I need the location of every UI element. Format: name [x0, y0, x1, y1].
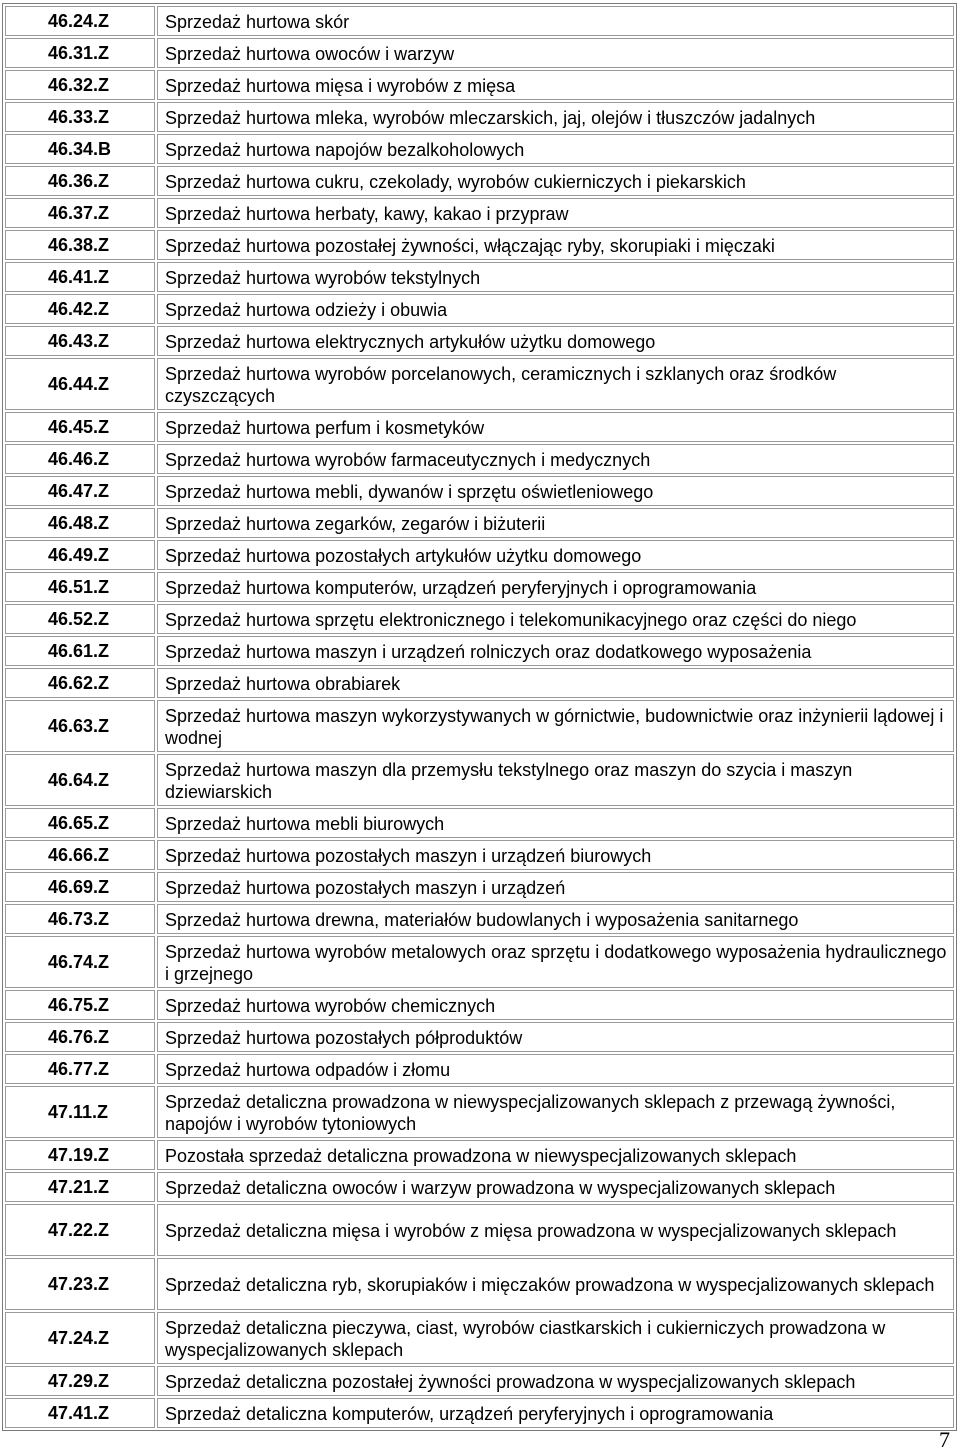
pkd-code-table	[2, 3, 957, 1431]
pkd-code-table-body	[5, 6, 954, 1428]
pkd-description-cell: Sprzedaż detaliczna mięsa i wyrobów z mięsa prowadzona w wyspecjalizowanych sklepach	[157, 1204, 954, 1256]
pkd-description-cell: Sprzedaż detaliczna owoców i warzyw prowadzona w wyspecjalizowanych sklepach	[157, 1172, 954, 1202]
table-row	[5, 840, 954, 870]
table-row	[5, 1258, 954, 1310]
table-row	[5, 872, 954, 902]
table-row	[5, 294, 954, 324]
pkd-code-cell: 46.64.Z	[5, 754, 155, 806]
pkd-code-cell: 46.51.Z	[5, 572, 155, 602]
table-row	[5, 636, 954, 666]
pkd-code-cell: 46.77.Z	[5, 1054, 155, 1084]
pkd-description-cell: Sprzedaż hurtowa mleka, wyrobów mleczarskich, jaj, olejów i tłuszczów jadalnych	[157, 102, 954, 132]
pkd-code-cell: 46.34.B	[5, 134, 155, 164]
pkd-description-cell: Sprzedaż hurtowa perfum i kosmetyków	[157, 412, 954, 442]
pkd-code-cell: 47.21.Z	[5, 1172, 155, 1202]
table-row	[5, 700, 954, 752]
table-row	[5, 6, 954, 36]
pkd-code-cell: 46.74.Z	[5, 936, 155, 988]
table-row	[5, 134, 954, 164]
table-row	[5, 1022, 954, 1052]
table-row	[5, 70, 954, 100]
table-row	[5, 198, 954, 228]
table-row	[5, 412, 954, 442]
pkd-description-cell: Sprzedaż hurtowa maszyn dla przemysłu tekstylnego oraz maszyn do szycia i maszyn dziewiarskich	[157, 754, 954, 806]
table-row	[5, 508, 954, 538]
table-row	[5, 444, 954, 474]
pkd-description-cell: Sprzedaż hurtowa wyrobów chemicznych	[157, 990, 954, 1020]
pkd-description-cell: Sprzedaż hurtowa wyrobów farmaceutycznych i medycznych	[157, 444, 954, 474]
table-row	[5, 102, 954, 132]
pkd-description-cell: Sprzedaż hurtowa odpadów i złomu	[157, 1054, 954, 1084]
pkd-description-cell: Sprzedaż hurtowa wyrobów tekstylnych	[157, 262, 954, 292]
pkd-description-cell: Sprzedaż hurtowa sprzętu elektronicznego i telekomunikacyjnego oraz części do niego	[157, 604, 954, 634]
table-row	[5, 326, 954, 356]
table-row	[5, 1366, 954, 1396]
table-row	[5, 1172, 954, 1202]
table-row	[5, 668, 954, 698]
pkd-description-cell: Sprzedaż hurtowa pozostałej żywności, włączając ryby, skorupiaki i mięczaki	[157, 230, 954, 260]
pkd-description-cell: Sprzedaż detaliczna komputerów, urządzeń peryferyjnych i oprogramowania	[157, 1398, 954, 1428]
table-row	[5, 1140, 954, 1170]
table-row	[5, 754, 954, 806]
table-row	[5, 808, 954, 838]
table-row	[5, 1312, 954, 1364]
pkd-description-cell: Sprzedaż hurtowa cukru, czekolady, wyrobów cukierniczych i piekarskich	[157, 166, 954, 196]
table-row	[5, 38, 954, 68]
pkd-description-cell: Sprzedaż hurtowa pozostałych półproduktów	[157, 1022, 954, 1052]
pkd-description-cell: Sprzedaż hurtowa wyrobów metalowych oraz sprzętu i dodatkowego wyposażenia hydraulicznego i grzejnego	[157, 936, 954, 988]
pkd-code-cell: 46.65.Z	[5, 808, 155, 838]
pkd-description-cell: Sprzedaż hurtowa wyrobów porcelanowych, ceramicznych i szklanych oraz środków czyszczących	[157, 358, 954, 410]
pkd-description-cell: Sprzedaż hurtowa skór	[157, 6, 954, 36]
pkd-description-cell: Sprzedaż hurtowa drewna, materiałów budowlanych i wyposażenia sanitarnego	[157, 904, 954, 934]
pkd-code-cell: 46.37.Z	[5, 198, 155, 228]
table-row	[5, 990, 954, 1020]
pkd-code-cell: 46.61.Z	[5, 636, 155, 666]
pkd-description-cell: Sprzedaż hurtowa pozostałych artykułów użytku domowego	[157, 540, 954, 570]
pkd-code-cell: 46.42.Z	[5, 294, 155, 324]
pkd-code-cell: 47.41.Z	[5, 1398, 155, 1428]
pkd-description-cell: Sprzedaż detaliczna pozostałej żywności prowadzona w wyspecjalizowanych sklepach	[157, 1366, 954, 1396]
pkd-code-table-wrapper	[2, 3, 957, 1431]
pkd-code-cell: 47.19.Z	[5, 1140, 155, 1170]
pkd-description-cell: Sprzedaż hurtowa pozostałych maszyn i urządzeń	[157, 872, 954, 902]
table-row	[5, 358, 954, 410]
pkd-code-cell: 46.66.Z	[5, 840, 155, 870]
pkd-code-cell: 46.52.Z	[5, 604, 155, 634]
pkd-code-cell: 46.24.Z	[5, 6, 155, 36]
pkd-code-cell: 46.31.Z	[5, 38, 155, 68]
table-row	[5, 572, 954, 602]
table-row	[5, 936, 954, 988]
pkd-code-cell: 46.43.Z	[5, 326, 155, 356]
pkd-code-cell: 46.47.Z	[5, 476, 155, 506]
pkd-description-cell: Sprzedaż detaliczna prowadzona w niewyspecjalizowanych sklepach z przewagą żywności, napojów i wyrobów tytoniowych	[157, 1086, 954, 1138]
pkd-description-cell: Sprzedaż hurtowa mebli biurowych	[157, 808, 954, 838]
pkd-code-cell: 46.36.Z	[5, 166, 155, 196]
pkd-description-cell: Sprzedaż hurtowa mebli, dywanów i sprzętu oświetleniowego	[157, 476, 954, 506]
pkd-description-cell: Sprzedaż hurtowa obrabiarek	[157, 668, 954, 698]
pkd-code-cell: 46.76.Z	[5, 1022, 155, 1052]
pkd-code-cell: 47.23.Z	[5, 1258, 155, 1310]
pkd-code-cell: 46.69.Z	[5, 872, 155, 902]
pkd-code-cell: 46.32.Z	[5, 70, 155, 100]
table-row	[5, 166, 954, 196]
table-row	[5, 904, 954, 934]
pkd-code-cell: 46.46.Z	[5, 444, 155, 474]
table-row	[5, 1204, 954, 1256]
pkd-code-cell: 47.29.Z	[5, 1366, 155, 1396]
pkd-description-cell: Sprzedaż hurtowa komputerów, urządzeń peryferyjnych i oprogramowania	[157, 572, 954, 602]
pkd-code-cell: 47.24.Z	[5, 1312, 155, 1364]
pkd-description-cell: Sprzedaż hurtowa herbaty, kawy, kakao i przypraw	[157, 198, 954, 228]
table-row	[5, 476, 954, 506]
pkd-code-cell: 46.45.Z	[5, 412, 155, 442]
pkd-description-cell: Sprzedaż detaliczna ryb, skorupiaków i mięczaków prowadzona w wyspecjalizowanych sklepach	[157, 1258, 954, 1310]
pkd-description-cell: Sprzedaż hurtowa pozostałych maszyn i urządzeń biurowych	[157, 840, 954, 870]
pkd-description-cell: Sprzedaż hurtowa elektrycznych artykułów użytku domowego	[157, 326, 954, 356]
pkd-code-cell: 46.44.Z	[5, 358, 155, 410]
pkd-description-cell: Sprzedaż hurtowa zegarków, zegarów i biżuterii	[157, 508, 954, 538]
pkd-description-cell: Sprzedaż hurtowa odzieży i obuwia	[157, 294, 954, 324]
table-row	[5, 1054, 954, 1084]
pkd-description-cell: Sprzedaż detaliczna pieczywa, ciast, wyrobów ciastkarskich i cukierniczych prowadzona w wyspecjalizowanych sklepach	[157, 1312, 954, 1364]
pkd-code-cell: 46.48.Z	[5, 508, 155, 538]
pkd-description-cell: Sprzedaż hurtowa maszyn i urządzeń rolniczych oraz dodatkowego wyposażenia	[157, 636, 954, 666]
table-row	[5, 1398, 954, 1428]
page-number: 7	[939, 1427, 950, 1452]
pkd-code-cell: 46.49.Z	[5, 540, 155, 570]
pkd-code-cell: 46.38.Z	[5, 230, 155, 260]
pkd-code-cell: 46.41.Z	[5, 262, 155, 292]
pkd-description-cell: Sprzedaż hurtowa mięsa i wyrobów z mięsa	[157, 70, 954, 100]
pkd-description-cell: Sprzedaż hurtowa owoców i warzyw	[157, 38, 954, 68]
pkd-code-cell: 46.63.Z	[5, 700, 155, 752]
pkd-code-cell: 47.11.Z	[5, 1086, 155, 1138]
pkd-description-cell: Sprzedaż hurtowa maszyn wykorzystywanych w górnictwie, budownictwie oraz inżynierii lądowej i wodnej	[157, 700, 954, 752]
table-row	[5, 540, 954, 570]
pkd-description-cell: Sprzedaż hurtowa napojów bezalkoholowych	[157, 134, 954, 164]
table-row	[5, 604, 954, 634]
pkd-code-cell: 46.33.Z	[5, 102, 155, 132]
pkd-code-cell: 46.73.Z	[5, 904, 155, 934]
pkd-code-cell: 46.62.Z	[5, 668, 155, 698]
pkd-code-cell: 46.75.Z	[5, 990, 155, 1020]
pkd-code-cell: 47.22.Z	[5, 1204, 155, 1256]
pkd-description-cell: Pozostała sprzedaż detaliczna prowadzona w niewyspecjalizowanych sklepach	[157, 1140, 954, 1170]
table-row	[5, 262, 954, 292]
table-row	[5, 230, 954, 260]
table-row	[5, 1086, 954, 1138]
